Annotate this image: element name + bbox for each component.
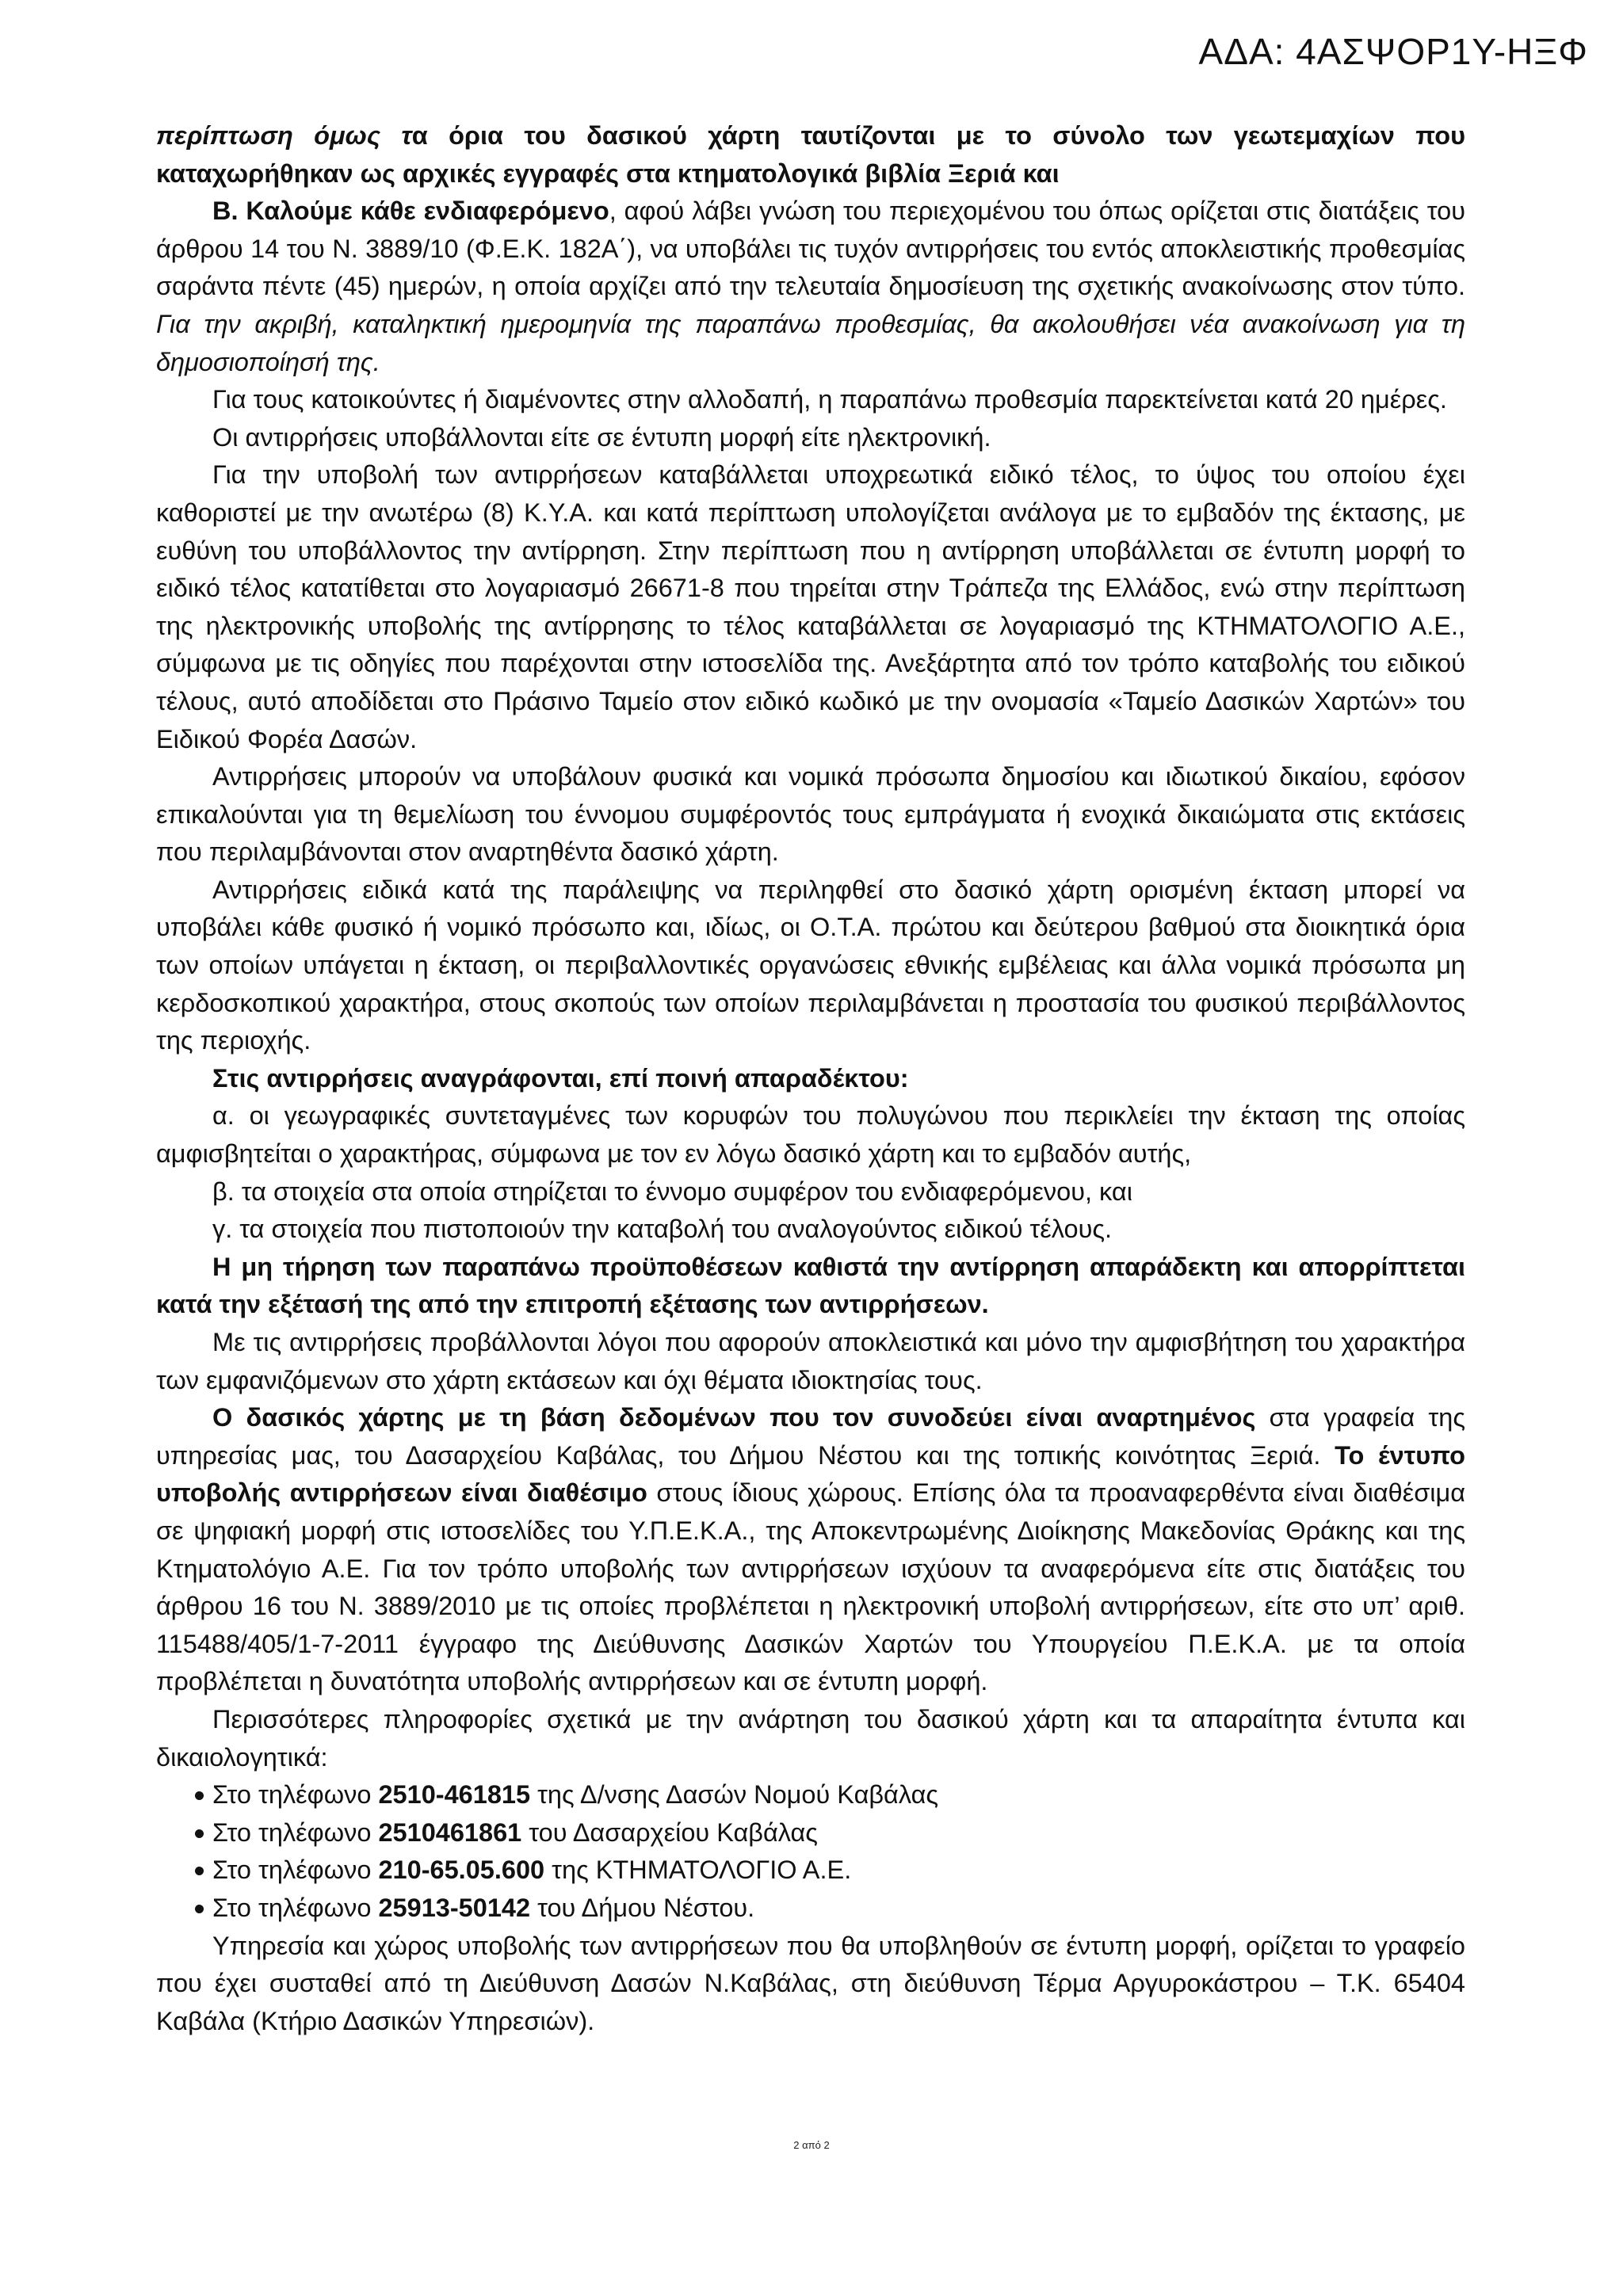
- paragraph-3: Για τους κατοικούντες ή διαμένοντες στην αλλοδαπή, η παραπάνω προθεσμία παρεκτείνεται κατά 20 ημέρες.: [212, 385, 1447, 414]
- ada-code: ΑΔΑ: 4ΑΣΨΟΡ1Υ-ΗΞΦ: [1198, 31, 1588, 72]
- list-item: Στο τηλέφωνο 2510-461815 της Δ/νσης Δασών Νομού Καβάλας: [156, 1776, 1465, 1814]
- paragraph-5: Για την υποβολή των αντιρρήσεων καταβάλλεται υποχρεωτικά ειδικό τέλος, το ύψος του οποίου έχει καθοριστεί με την ανωτέρω (8) Κ.Υ.Α. και κατά περίπτωση υπολογίζεται ανάλογα με το εμβαδόν της έκτασης, με ευθύνη του υποβάλλοντος την αντίρρηση. Στην περίπτωση που η αντίρρηση υποβάλλεται σε έντυπη μορφή το ειδικό τέλος κατατίθεται στο λογαριασμό 26671-8 που τηρείται στην Τράπεζα της Ελλάδος, ενώ στην περίπτωση της ηλεκτρονικής υποβολής της αντίρρησης το τέλος καταβάλλεται σε λογαριασμό της ΚΤΗΜΑΤΟΛΟΓΙΟ Α.Ε., σύμφωνα με τις οδηγίες που παρέχονται στην ιστοσελίδα της. Ανεξάρτητα από τον τρόπο καταβολής του ειδικού τέλους, αυτό αποδίδεται στο Πράσινο Ταμείο στον ειδικό κωδικό με την ονομασία «Ταμείο Δασικών Χαρτών» του Ειδικού Φορέα Δασών.: [156, 460, 1465, 753]
- paragraph-13: Με τις αντιρρήσεις προβάλλονται λόγοι που αφορούν αποκλειστικά και μόνο την αμφισβήτηση του χαρακτήρα των εμφανιζόμενων στο χάρτη εκτάσεων και όχι θέματα ιδιοκτησίας τους.: [156, 1328, 1465, 1394]
- paragraph-14: Ο δασικός χάρτης με τη βάση δεδομένων που τον συνοδεύει είναι αναρτημένος στα γραφεία της υπηρεσίας μας, του Δασαρχείου Καβάλας, του Δήμου Νέστου και της τοπικής κοινότητας Ξεριά. Το έντυπο υποβολής αντιρρήσεων είναι διαθέσιμο στους ίδιους χώρους. Επίσης όλα τα προαναφερθέντα είναι διαθέσιμα σε ψηφιακή μορφή στις ιστοσελίδες του Υ.Π.Ε.Κ.Α., της Αποκεντρωμένης Διοίκησης Μακεδονίας Θράκης και της Κτηματολόγιο Α.Ε. Για τον τρόπο υποβολής των αντιρρήσεων ισχύουν τα αναφερόμενα είτε στις διατάξεις του άρθρου 16 του Ν. 3889/2010 με τις οποίες προβλέπεται η ηλεκτρονική υποβολή αντιρρήσεων, είτε στο υπ’ αριθ. 115488/405/1-7-2011 έγγραφο της Διεύθυνσης Δασικών Χαρτών του Υπουργείου Π.Ε.Κ.Α. με τα οποία προβλέπεται η δυνατότητα υποβολής αντιρρήσεων και σε έντυπη μορφή.: [156, 1403, 1465, 1696]
- paragraph-1: περίπτωση όμως τα όρια του δασικού χάρτη ταυτίζονται με το σύνολο των γεωτεμαχίων που καταχωρήθηκαν ως αρχικές εγγραφές στα κτηματολογικά βιβλία Ξεριά και: [156, 121, 1465, 188]
- paragraph-16: Υπηρεσία και χώρος υποβολής των αντιρρήσεων που θα υποβληθούν σε έντυπη μορφή, ορίζεται το γραφείο που έχει συσταθεί από τη Διεύθυνση Δασών Ν.Καβάλας, στη διεύθυνση Τέρμα Αργυροκάστρου – Τ.Κ. 65404 Καβάλα (Κτήριο Δασικών Υπηρεσιών).: [156, 1931, 1465, 2035]
- paragraph-10-item-b: β. τα στοιχεία στα οποία στηρίζεται το έννομο συμφέρον του ενδιαφερόμενου, και: [212, 1177, 1132, 1206]
- paragraph-8-heading: Στις αντιρρήσεις αναγράφονται, επί ποινή απαραδέκτου:: [212, 1063, 909, 1093]
- phone-list: [156, 1776, 1465, 1927]
- paragraph-9-item-a: α. οι γεωγραφικές συντεταγμένες των κορυφών του πολυγώνου που περικλείει την έκταση της οποίας αμφισβητείται ο χαρακτήρας, σύμφωνα με τον εν λόγω δασικό χάρτη και το εμβαδόν αυτής,: [156, 1101, 1465, 1169]
- bullet-icon: [195, 1791, 204, 1800]
- paragraph-6: Αντιρρήσεις μπορούν να υποβάλουν φυσικά και νομικά πρόσωπα δημοσίου και ιδιωτικού δικαίου, εφόσον επικαλούνται για τη θεμελίωση του έννομου συμφέροντός τους εμπράγματα ή ενοχικά δικαιώματα στις εκτάσεις που περιλαμβάνονται στον αναρτηθέντα δασικό χάρτη.: [156, 762, 1465, 867]
- bullet-icon: [195, 1829, 204, 1838]
- paragraph-7: Αντιρρήσεις ειδικά κατά της παράλειψης να περιληφθεί στο δασικό χάρτη ορισμένη έκταση μπορεί να υποβάλει κάθε φυσικό ή νομικό πρόσωπο και, ιδίως, οι Ο.Τ.Α. πρώτου και δεύτερου βαθμού στα διοικητικά όρια των οποίων υπάγεται η έκταση, οι περιβαλλοντικές οργανώσεις εθνικής εμβέλειας και άλλα νομικά πρόσωπα μη κερδοσκοπικού χαρακτήρα, στους σκοπούς των οποίων περιλαμβάνεται η προστασία του φυσικού περιβάλλοντος της περιοχής.: [156, 875, 1465, 1055]
- list-item: Στο τηλέφωνο 2510461861 του Δασαρχείου Καβάλας: [156, 1814, 1465, 1852]
- document-body: [156, 117, 1465, 2040]
- list-item: Στο τηλέφωνο 25913-50142 του Δήμου Νέστου.: [156, 1890, 1465, 1928]
- paragraph-12: Η μη τήρηση των παραπάνω προϋποθέσεων καθιστά την αντίρρηση απαράδεκτη και απορρίπτεται κατά την εξέτασή της από την επιτροπή εξέτασης των αντιρρήσεων.: [156, 1252, 1465, 1319]
- paragraph-2: Β. Καλούμε κάθε ενδιαφερόμενο, αφού λάβει γνώση του περιεχομένου του όπως ορίζεται στις διατάξεις του άρθρου 14 του Ν. 3889/10 (Φ.Ε.Κ. 182Α΄), να υποβάλει τις τυχόν αντιρρήσεις του εντός αποκλειστικής προθεσμίας σαράντα πέντε (45) ημερών, η οποία αρχίζει από την τελευταία δημοσίευση της σχετικής ανακοίνωσης στον τύπο. Για την ακριβή, καταληκτική ημερομηνία της παραπάνω προθεσμίας, θα ακολουθήσει νέα ανακοίνωση για τη δημοσιοποίησή της.: [156, 196, 1465, 376]
- paragraph-4: Οι αντιρρήσεις υποβάλλονται είτε σε έντυπη μορφή είτε ηλεκτρονική.: [212, 422, 991, 452]
- bullet-icon: [195, 1867, 204, 1875]
- page-number: 2 από 2: [793, 2139, 830, 2151]
- paragraph-15: Περισσότερες πληροφορίες σχετικά με την ανάρτηση του δασικού χάρτη και τα απαραίτητα έντυπα και δικαιολογητικά:: [156, 1704, 1465, 1772]
- list-item: Στο τηλέφωνο 210-65.05.600 της ΚΤΗΜΑΤΟΛΟΓΙΟ Α.Ε.: [156, 1852, 1465, 1890]
- bullet-icon: [195, 1905, 204, 1913]
- paragraph-11-item-c: γ. τα στοιχεία που πιστοποιούν την καταβολή του αναλογούντος ειδικού τέλους.: [212, 1215, 1113, 1244]
